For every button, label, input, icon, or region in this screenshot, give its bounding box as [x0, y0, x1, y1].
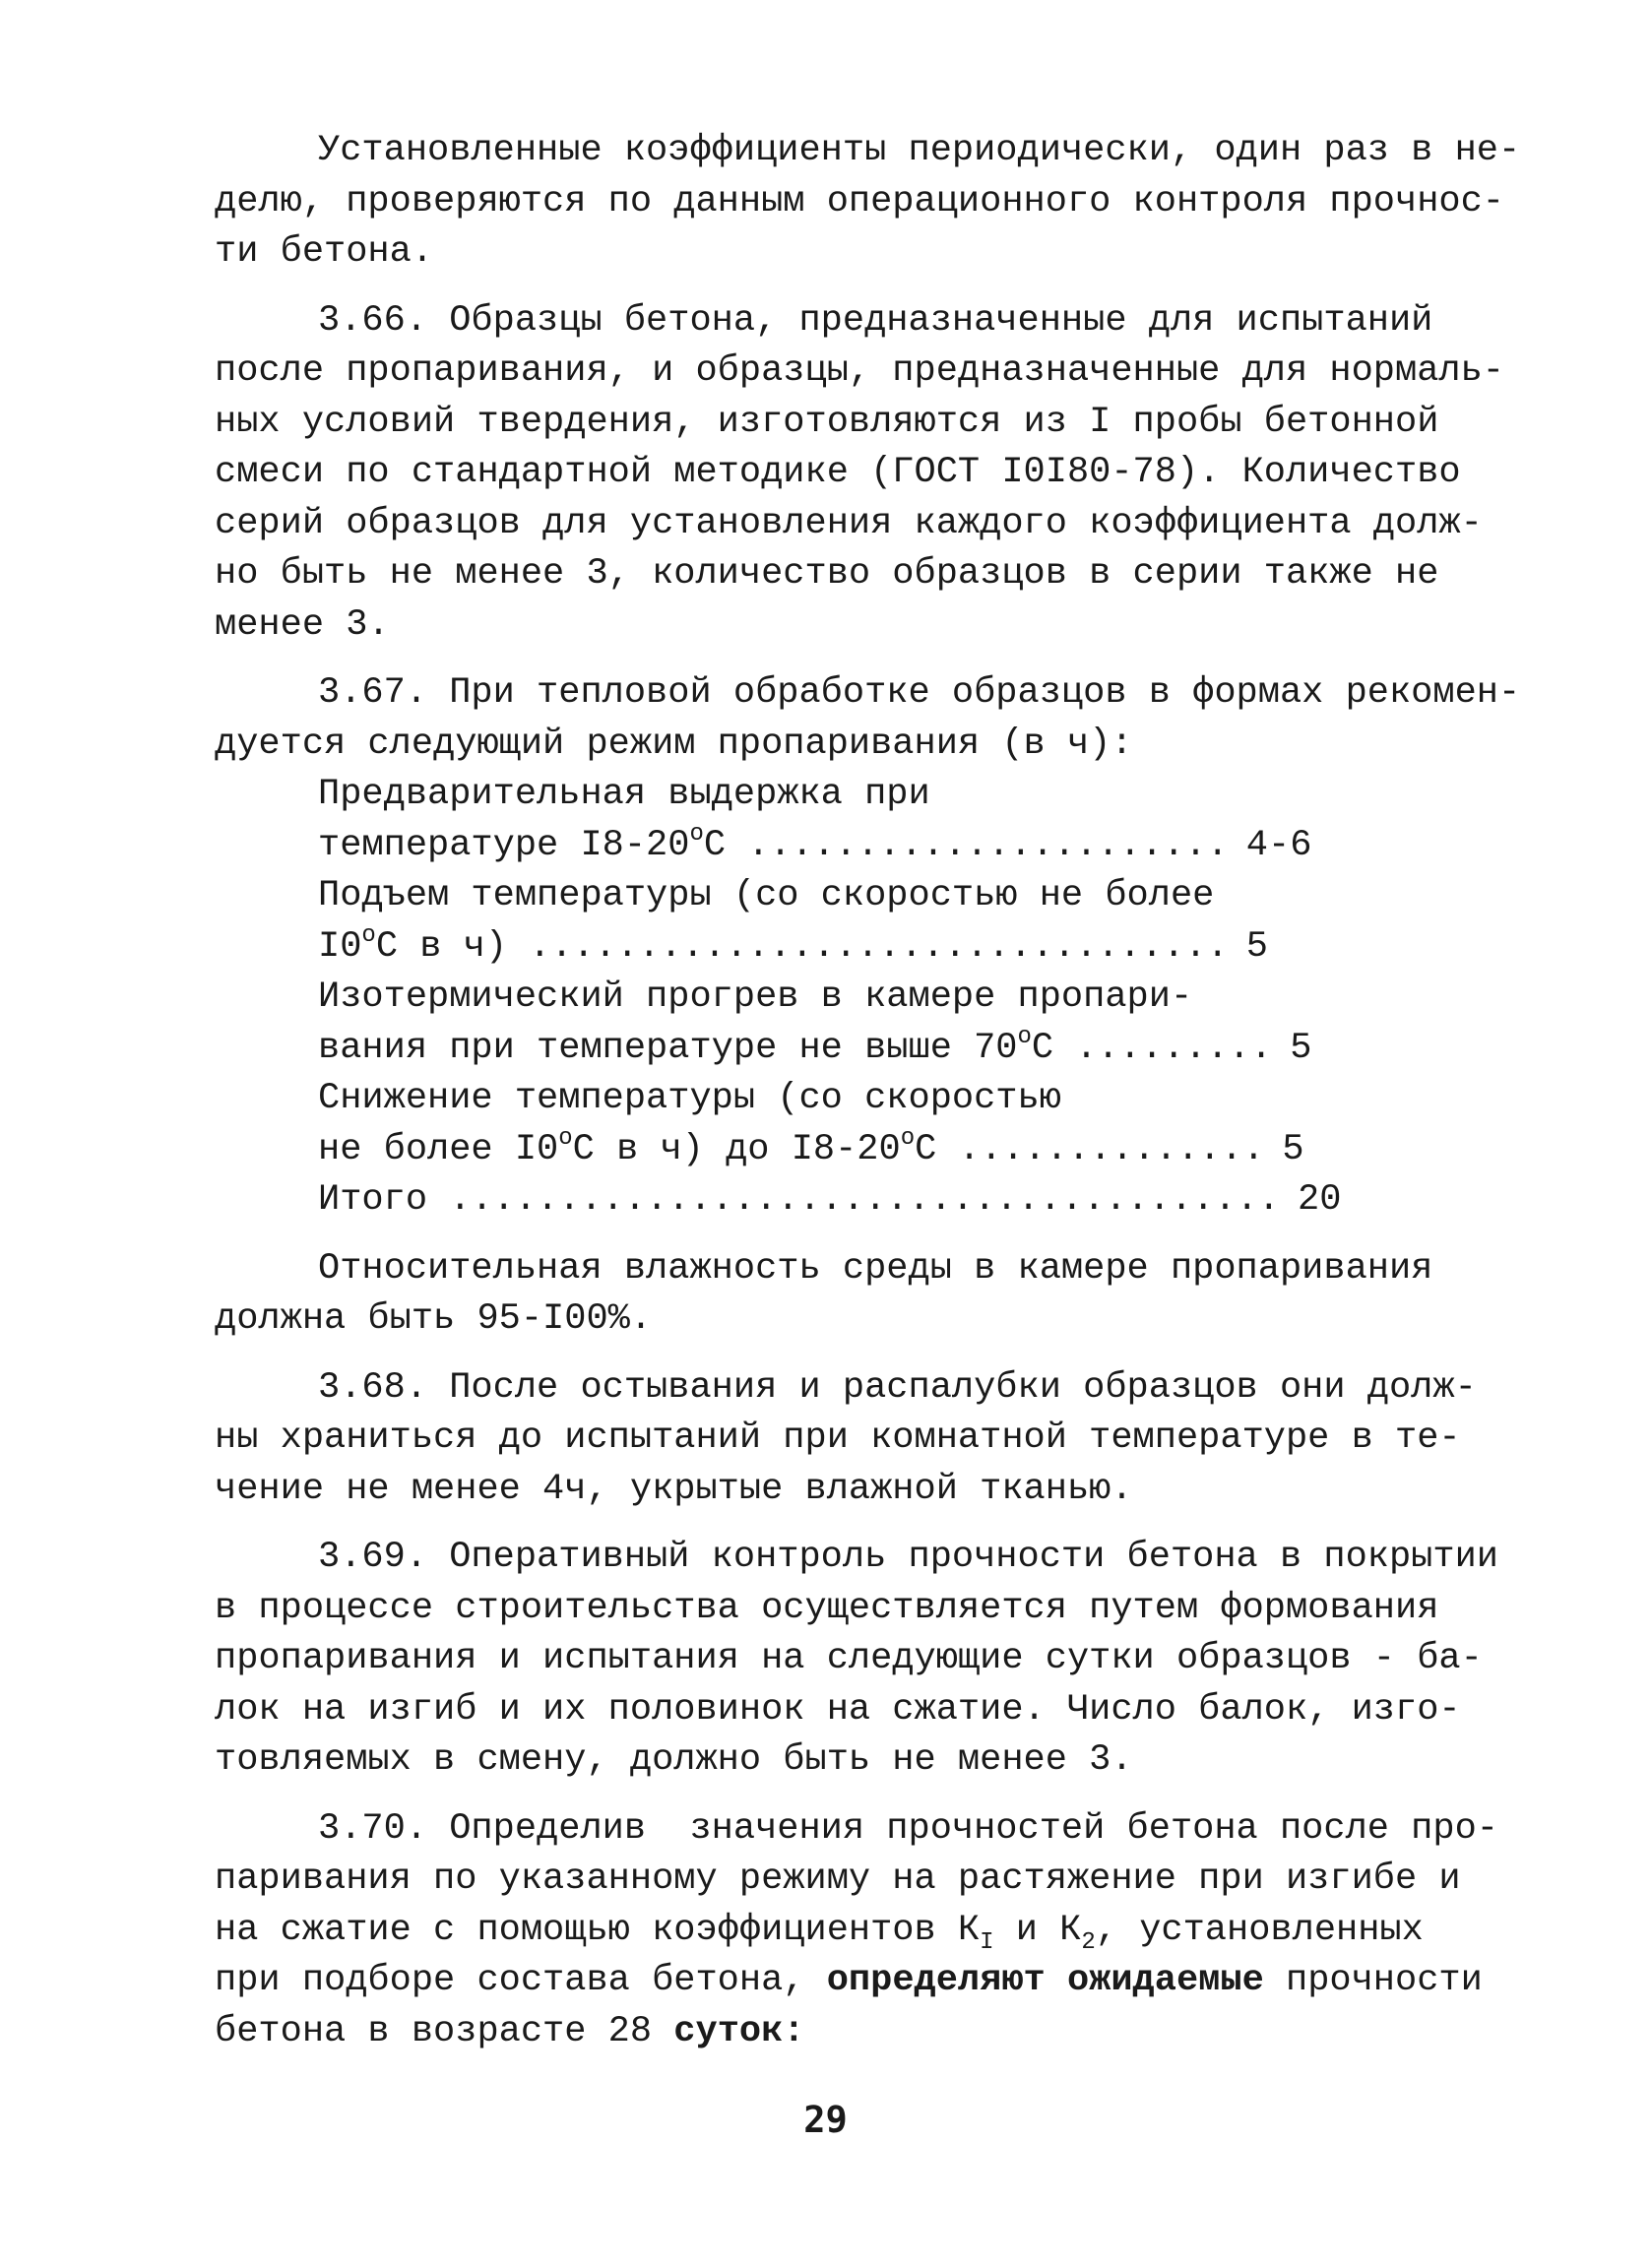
- text-line: после пропаривания, и образцы, предназначенные для нормаль-: [215, 350, 1505, 392]
- text-line: 3.66. Образцы бетона, предназначенные для испытаний: [318, 299, 1433, 342]
- steaming-schedule: [215, 770, 1475, 1227]
- text-line: но быть не менее 3, количество образцов в серии также не: [215, 553, 1439, 595]
- text-line: 3.69. Оперативный контроль прочности бетона в покрытии: [318, 1537, 1498, 1578]
- schedule-item-temperature-drop: Снижение температуры (со скоростью: [318, 1078, 1061, 1119]
- schedule-row: [318, 922, 1475, 974]
- text-line: бетона в возрасте 28 суток:: [215, 2010, 805, 2052]
- text-line: должна быть 95-I00%.: [215, 1298, 653, 1340]
- schedule-desc: I0$^o$C в ч): [318, 921, 530, 968]
- dot-leader: ................................: [529, 925, 1229, 968]
- schedule-row: [318, 1125, 1475, 1176]
- schedule-desc: вания при температуре не выше 70$^o$C: [318, 1023, 1076, 1069]
- text-line: ных условий твердения, изготовляются из I пробы бетонной: [215, 401, 1439, 443]
- text-line: серий образцов для установления каждого коэффициента долж-: [215, 502, 1483, 544]
- dot-leader: .........: [1075, 1027, 1273, 1069]
- paragraph-3-70: [215, 1804, 1498, 2058]
- body-text: [215, 126, 1521, 2057]
- text-line: делю, проверяются по данным операционного контроля прочнос-: [215, 180, 1505, 222]
- page-number: 29: [803, 2099, 848, 2141]
- dot-leader: ......................: [747, 824, 1229, 866]
- text-line: дуется следующий режим пропаривания (в ч):: [215, 723, 1133, 765]
- schedule-item-temperature-rise: Подъем температуры (со скоростью не более: [318, 875, 1215, 916]
- bold-text: суток:: [673, 2010, 805, 2052]
- schedule-row: [318, 1024, 1475, 1075]
- schedule-desc: не более I0$^o$C в ч) до I8-20$^o$C: [318, 1124, 959, 1170]
- text-line: 3.67. При тепловой обработке образцов в формах рекомен-: [318, 672, 1521, 714]
- paragraph-3-67: [215, 668, 1521, 770]
- schedule-total-row: [318, 1175, 1475, 1227]
- dot-leader: ..............: [958, 1128, 1265, 1170]
- text-line: Относительная влажность среды в камере пропаривания: [318, 1247, 1433, 1290]
- schedule-total-value: 20: [1297, 1179, 1342, 1221]
- text-line: 3.70. Определив значения прочностей бетона после про-: [318, 1807, 1498, 1850]
- text-line: в процессе строительства осуществляется путем формования: [215, 1587, 1439, 1629]
- schedule-item-isothermal-heating: Изотермический прогрев в камере пропари-: [318, 976, 1193, 1018]
- paragraph-humidity: [215, 1244, 1475, 1346]
- text-line: менее 3.: [215, 603, 390, 646]
- text-line: ны храниться до испытаний при комнатной температуре в те-: [215, 1418, 1461, 1459]
- paragraph-coefficients-check: [215, 126, 1521, 279]
- text-line: Установленные коэффициенты периодически, один раз в не-: [318, 130, 1521, 171]
- paragraph-3-68: [215, 1363, 1475, 1516]
- text-line: товляемых в смену, должно быть не менее 3.: [215, 1739, 1133, 1781]
- schedule-value: 4-6: [1245, 824, 1312, 866]
- text-line: паривания по указанному режиму на растяжение при изгибе и: [215, 1858, 1461, 1900]
- schedule-item-preliminary-hold: Предварительная выдержка при: [318, 774, 930, 815]
- paragraph-3-66: [215, 296, 1505, 652]
- text-line: на сжатие с помощью коэффициентов $К_I$ и $К_2$, установленных: [215, 1909, 1424, 1956]
- schedule-row: [318, 821, 1475, 872]
- schedule-total-label: Итого: [318, 1179, 450, 1221]
- schedule-desc: температуре I8-20$^o$C: [318, 820, 748, 866]
- text-line: пропаривания и испытания на следующие сутки образцов - ба-: [215, 1638, 1483, 1679]
- text-line: 3.68. После остывания и распалубки образцов они долж-: [318, 1366, 1477, 1409]
- paragraph-3-69: [215, 1533, 1498, 1787]
- text-line: при подборе состава бетона, определяют ожидаемые прочности: [215, 1960, 1483, 2001]
- schedule-value: 5: [1282, 1128, 1304, 1170]
- text-line: смеси по стандартной методике (ГОСТ I0I80-78). Количество: [215, 452, 1461, 493]
- subscript: I: [980, 1928, 994, 1956]
- schedule-value: 5: [1290, 1027, 1312, 1069]
- dot-leader: ......................................: [449, 1179, 1280, 1221]
- schedule-value: 5: [1245, 925, 1268, 968]
- text-line: лок на изгиб и их половинок на сжатие. Число балок, изго-: [215, 1688, 1461, 1731]
- text-line: ти бетона.: [215, 231, 434, 273]
- subscript: 2: [1081, 1928, 1096, 1956]
- text-line: чение не менее 4ч, укрытые влажной тканью.: [215, 1468, 1133, 1510]
- bold-text: определяют ожидаемые: [826, 1960, 1264, 2001]
